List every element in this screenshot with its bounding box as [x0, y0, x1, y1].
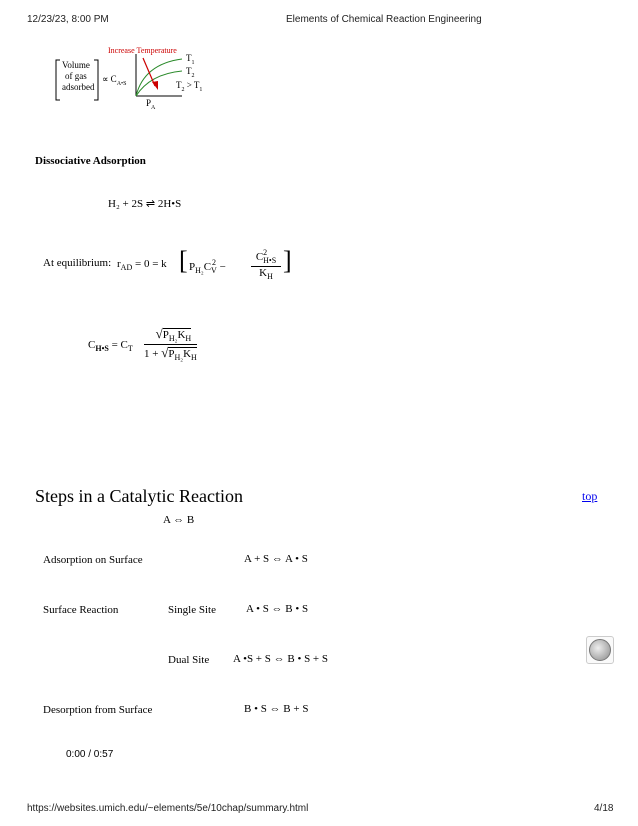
pa-axis-label: $P_A$ — [146, 98, 156, 111]
t2-greater-t1-label: $T_2 > T_1$ — [176, 80, 203, 93]
media-time: 0:00 / 0:57 — [66, 749, 114, 760]
coverage-equation: $C_{H•S} = C_T$ $√P_{H_2}K_H$ $1 + √P_{H_2}K_H$ — [88, 326, 197, 362]
proportional-label: ∝ $C_{A•S}$ — [102, 74, 127, 87]
adsorption-equation: A + S ⇔ A • S — [244, 553, 308, 565]
fraction: $C^2_{H•S}$ $K_H$ — [251, 248, 281, 281]
single-site-equation: A • S ⇔ B • S — [246, 603, 309, 615]
t2-label: $T_2$ — [186, 66, 195, 79]
coverage-fraction: $√P_{H_2}K_H$ $1 + √P_{H_2}K_H$ — [144, 326, 197, 362]
adsorption-label: Adsorption on Surface — [43, 554, 143, 566]
print-title: Elements of Chemical Reaction Engineering — [286, 14, 482, 25]
right-bracket: ] — [283, 246, 292, 275]
dual-site-label: Dual Site — [168, 654, 210, 666]
steps-heading: Steps in a Catalytic Reaction — [35, 486, 243, 506]
dual-site-equation: A •S + S ⇔ B • S + S — [233, 653, 329, 665]
desorption-label: Desorption from Surface — [43, 704, 153, 716]
increase-temperature-label: Increase Temperature — [108, 46, 177, 55]
surface-reaction-label: Surface Reaction — [43, 604, 119, 616]
equilibrium-label: At equilibrium: — [43, 257, 112, 269]
t1-label: $T_1$ — [186, 53, 195, 66]
dissociative-reaction: H₂ + 2S ⇌ 2H•S — [108, 198, 182, 210]
single-site-label: Single Site — [168, 604, 216, 616]
overall-reaction: A ⇔ B — [163, 514, 195, 526]
print-page-number: 4/18 — [594, 803, 614, 814]
dissociative-heading: Dissociative Adsorption — [35, 155, 146, 167]
top-link[interactable]: top — [582, 489, 598, 503]
temperature-figure — [52, 42, 222, 114]
media-button[interactable] — [586, 636, 614, 664]
print-datetime: 12/23/23, 8:00 PM — [27, 14, 109, 25]
volume-label: Volume of gas adsorbed — [62, 60, 95, 92]
desorption-equation: B • S ⇔ B + S — [244, 703, 309, 715]
print-url: https://websites.umich.edu/~elements/5e/10chap/summary.html — [27, 803, 309, 814]
media-play-icon — [589, 639, 611, 661]
left-bracket: [ — [179, 246, 188, 275]
